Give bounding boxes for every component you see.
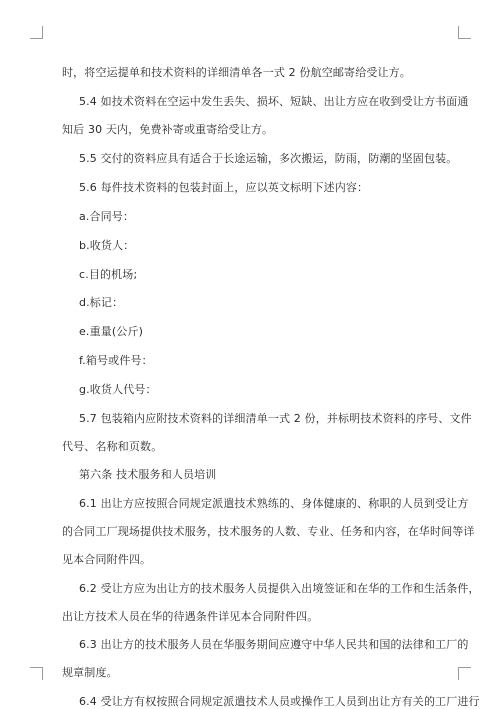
paragraph-line: 6.3 出让方的技术服务人员在华服务期间应遵守中华人民共和国的法律和工厂的 — [79, 638, 469, 651]
list-item: e.重量(公斤) — [79, 325, 144, 338]
list-item: g.收货人代号： — [79, 383, 157, 396]
list-item: d.标记： — [79, 296, 124, 309]
crop-mark-bottom-left — [30, 667, 43, 680]
paragraph-line: 5.4 如技术资料在空运中发生丢失、损坏、短缺、出让方应在收到受让方书面通 — [79, 95, 469, 108]
paragraph-line: 时，将空运提单和技术资料的详细清单各一式 2 份航空邮寄给受让方。 — [62, 66, 411, 79]
paragraph-line: 6.4 受让方有权按照合同规定派遣技术人员或操作工人员到出让方有关的工厂进行 — [79, 695, 480, 708]
paragraph-line: 出让方技术人员在华的待遇条件详见本合同附件四。 — [62, 610, 319, 623]
paragraph-line: 5.5 交付的资料应具有适合于长途运输，多次搬运，防雨，防潮的坚固包装。 — [79, 152, 458, 165]
crop-mark-bottom-right — [458, 667, 471, 680]
list-item: b.收货人： — [79, 239, 135, 252]
paragraph-line: 6.2 受让方应为出让方的技术服务人员提供入出境签证和在华的工作和生活条件， — [79, 582, 480, 595]
paragraph-line: 的合同工厂现场提供技术服务，技术服务的人数、专业、任务和内容，在华时间等详 — [62, 525, 475, 538]
paragraph-line: 5.7 包装箱内应附技术资料的详细清单一式 2 份，并标明技术资料的序号、文件 — [79, 412, 472, 425]
paragraph-line: 见本合同附件四。 — [62, 553, 152, 566]
paragraph-line: 代号、名称和页数。 — [62, 440, 163, 453]
list-item: f.箱号或件号： — [79, 354, 153, 367]
section-heading: 第六条 技术服务和人员培训 — [79, 468, 217, 481]
list-item: a.合同号： — [79, 210, 135, 223]
paragraph-line: 知后 30 天内，免费补寄或重寄给受让方。 — [62, 123, 274, 136]
crop-mark-top-left — [30, 26, 43, 39]
paragraph-line: 5.6 每件技术资料的包装封面上，应以英文标明下述内容： — [79, 181, 369, 194]
list-item: c.目的机场; — [79, 268, 138, 281]
crop-mark-top-right — [458, 26, 471, 39]
paragraph-line: 规章制度。 — [62, 666, 118, 679]
paragraph-line: 6.1 出让方应按照合同规定派遣技术熟练的、身体健康的、称职的人员到受让方 — [79, 497, 469, 510]
